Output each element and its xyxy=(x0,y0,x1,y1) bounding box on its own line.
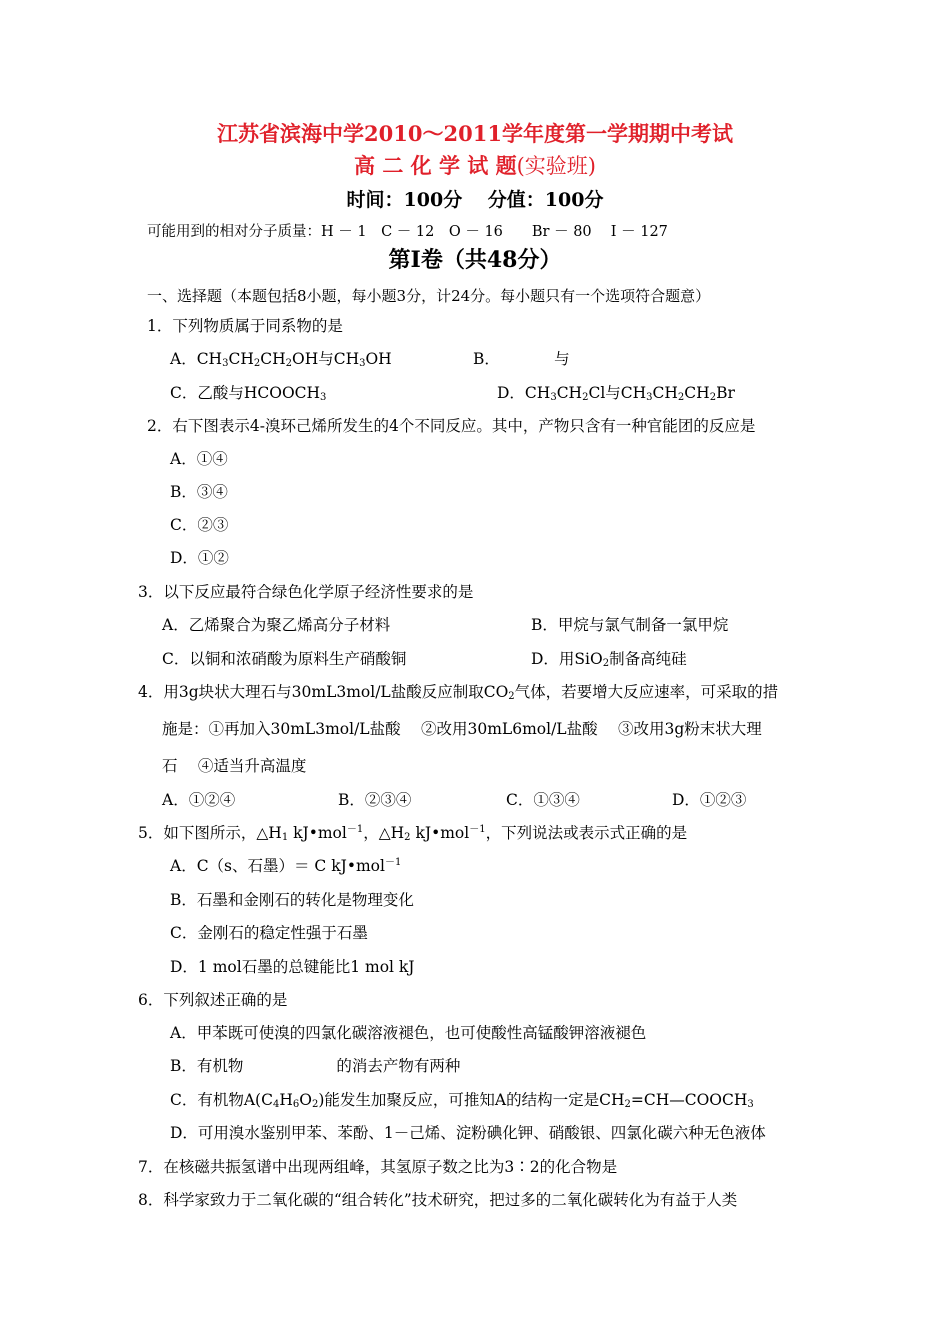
q3-d-text: D．用SiO xyxy=(531,650,603,668)
q5-option-c: C．金刚石的稳定性强于石墨 xyxy=(170,924,368,942)
subtitle-suffix: (实验班) xyxy=(516,154,596,178)
q2-option-d: D．①② xyxy=(170,549,229,567)
q5-stem-text: 5．如下图所示，△H xyxy=(138,824,282,842)
q1-stem: 1．下列物质属于同系物的是 xyxy=(147,317,343,335)
q3-stem: 3．以下反应最符合绿色化学原子经济性要求的是 xyxy=(138,583,474,601)
q1-d-text: D．CH xyxy=(497,384,551,402)
q4-stem-line1: 4．用3g块状大理石与30mL3mol/L盐酸反应制取$CO_2$气体，若要增大反应速率，可采取的措 xyxy=(138,683,779,702)
exam-subtitle xyxy=(0,153,950,178)
q5-option-b: B．石墨和金刚石的转化是物理变化 xyxy=(170,891,414,909)
q1-option-b: B． 与 xyxy=(473,350,570,368)
q6-option-d: D．可用溴水鉴别甲苯、苯酚、1－己烯、淀粉碘化钾、硝酸银、四氯化碳六种无色液体 xyxy=(170,1124,766,1142)
relative-masses: 可能用到的相对分子质量：H － 1 C － 12 O － 16 Br － 80 I － 127 xyxy=(147,224,668,240)
q1-option-a: A．$CH_3CH_2CH_2OH$与$CH_3OH$ xyxy=(170,350,392,369)
q6-option-b: B．有机物 的消去产物有两种 xyxy=(170,1057,461,1075)
q2-stem: 2．右下图表示4-溴环己烯所发生的4个不同反应。其中，产物只含有一种官能团的反应是 xyxy=(147,417,756,435)
exam-title: 江苏省滨海中学2010～2011学年度第一学期期中考试 xyxy=(217,121,733,146)
q3-option-d: D．用SiO$_2$制备高纯硅 xyxy=(531,650,687,669)
q6-stem: 6．下列叙述正确的是 xyxy=(138,991,288,1009)
q2-option-c: C．②③ xyxy=(170,516,229,534)
q3-option-b: B．甲烷与氯气制备一氯甲烷 xyxy=(531,616,729,634)
q5-stem: 5．如下图所示，$\triangle H_1$ kJ•mol$^{-1}$，$\triangle H_2$ kJ•mol$^{-1}$，下列说法或表示式正确的是 xyxy=(138,823,688,843)
q5-a-text: A．C（s、石墨）＝ C kJ•mol xyxy=(170,857,385,875)
q4-stem-line3: 石 ④适当升高温度 xyxy=(162,757,307,775)
q4-option-c: C．①③④ xyxy=(506,791,580,809)
q5-option-d: D．1 mol石墨的总键能比1 mol kJ xyxy=(170,958,415,976)
time-score: 时间：100分 分值：100分 xyxy=(346,189,604,211)
q1-option-c: C．乙酸与$HCOOCH_3$ xyxy=(170,384,327,403)
q3-option-a: A．乙烯聚合为聚乙烯高分子材料 xyxy=(162,616,391,634)
section-title: 第Ⅰ卷（共48分） xyxy=(388,247,562,273)
q2-option-b: B．③④ xyxy=(170,483,228,501)
q6-option-c: C．有机物$A(C_4H_6O_2)$能发生加聚反应，可推知A的结构一定是$CH_2=CH—COOCH_3$ xyxy=(170,1091,754,1110)
q4-option-a: A．①②④ xyxy=(162,791,236,809)
q6-c-text: C．有机物A(C xyxy=(170,1091,273,1109)
subtitle-main: 高 二 化 学 试 题 xyxy=(354,153,517,178)
q1-option-d: D．$CH_3CH_2Cl$与$CH_3CH_2CH_2Br$ xyxy=(497,384,735,403)
q4-line1-text: 4．用3g块状大理石与30mL3mol/L盐酸反应制取CO xyxy=(138,683,509,701)
q5-option-a: A．C（s、石墨）＝ C kJ•mol$^{-1}$ xyxy=(170,856,402,875)
q1-c-text: C．乙酸与HCOOCH xyxy=(170,384,321,402)
q7-stem: 7．在核磁共振氢谱中出现两组峰，其氢原子数之比为3∶2的化合物是 xyxy=(138,1158,618,1176)
section-instruction: 一、选择题（本题包括8小题，每小题3分，计24分。每小题只有一个选项符合题意） xyxy=(147,287,711,305)
q3-option-c: C．以铜和浓硝酸为原料生产硝酸铜 xyxy=(162,650,407,668)
q1-a-text: A．CH xyxy=(170,350,223,368)
q4-option-d: D．①②③ xyxy=(672,791,747,809)
q8-stem: 8．科学家致力于二氧化碳的“组合转化”技术研究，把过多的二氧化碳转化为有益于人类 xyxy=(138,1191,738,1209)
q4-option-b: B．②③④ xyxy=(338,791,412,809)
q2-option-a: A．①④ xyxy=(170,450,228,468)
q4-stem-line2: 施是：①再加入30mL3mol/L盐酸 ②改用30mL6mol/L盐酸 ③改用3g粉末状大理 xyxy=(162,720,762,738)
q6-option-a: A．甲苯既可使溴的四氯化碳溶液褪色，也可使酸性高锰酸钾溶液褪色 xyxy=(170,1024,647,1042)
